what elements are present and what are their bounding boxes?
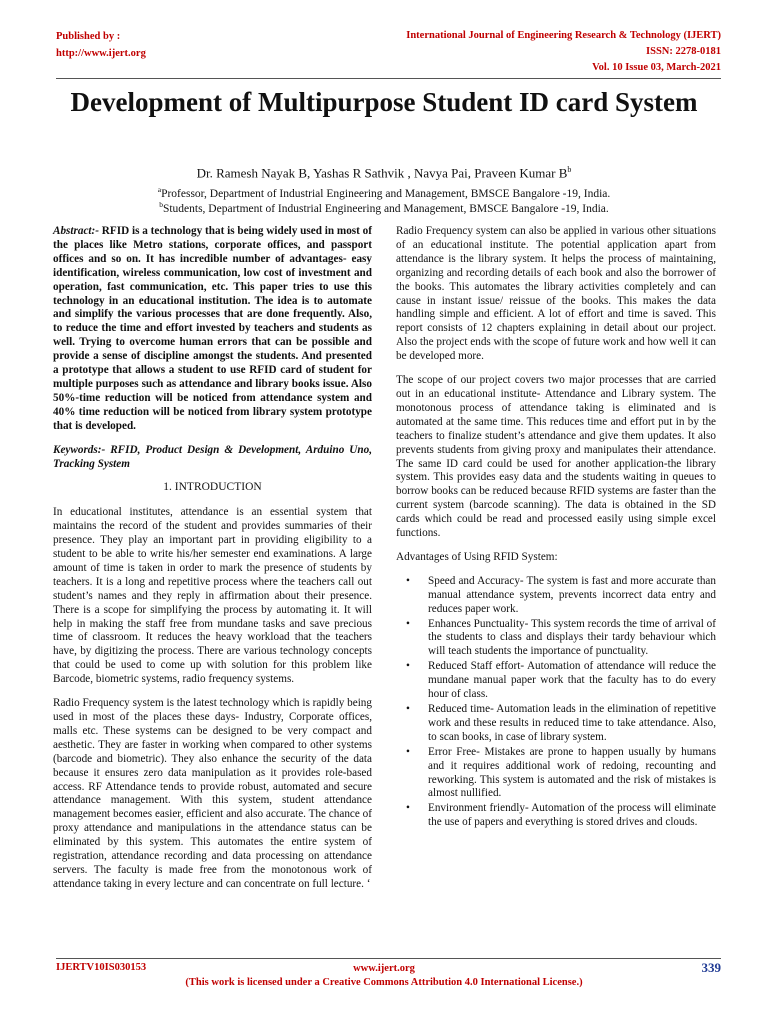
list-item-text: Environment friendly- Automation of the process will eliminate the use of papers and everything is stored drives and clouds. [428,802,716,829]
header-left [56,28,146,62]
author-superscript: b [567,165,572,174]
bullet-icon: • [406,617,410,630]
right-paragraph-2: The scope of our project covers two major processes that are carried out in an educational institute- Attendance and Library system. The monotonous process of attendance taking is eliminated and is automated at the same time. This reduces time and effort put in by the teachers to finalize student’s attendance and give them updates. It also prevents students from giving proxy and manipulates their attendance. The same ID card could be used for another application-the library system. This provides easy data and the students waiting in queues to borrow books can be reduced because RFID systems are faster than the current system (barcode scanning). The data is obtained in the SD cards which could be read and processed easily using simple excel functions. [396,374,716,540]
bullet-icon: • [406,802,410,815]
author-names: Dr. Ramesh Nayak B, Yashas R Sathvik , Navya Pai, Praveen Kumar B [196,165,568,181]
advantages-list [396,575,716,830]
page-number: 339 [701,960,721,975]
affiliation-b-marker: b [159,200,163,209]
abstract [53,225,372,434]
footer-center [0,962,768,990]
volume-issue: Vol. 10 Issue 03, March-2021 [592,62,721,73]
left-column [53,225,372,902]
issn: ISSN: 2278-0181 [646,46,721,57]
list-item [396,618,716,660]
affiliation-a-marker: a [157,185,162,194]
bullet-icon: • [406,745,410,758]
list-item [396,575,716,617]
abstract-text: RFID is a technology that is being widely used in most of the places like Metro stations, corporate offices, and passport offices and so on. It has incredible number of advantages- easy identification, wireless communication, low cost of investment and operation, fast communication, etc. This paper tries to use this technology in an educational institution. The idea is to automate and simplify the various processes that are done frequently. Also, to reduce the time and effort invested by teachers and students as well. Trying to overcome human errors that can be possible and provide a sense of discipline amongst the students. And presented a prototype that allows a student to use RFID card of student for multiple purposes such as attendance and library books issue. Also 50%-time reduction will be noticed from attendance system and 40% time reduction will be noticed from library system prototype that is developed. [53,225,372,432]
keywords: Keywords:- RFID, Product Design & Development, Arduino Uno, Tracking System [53,443,372,470]
paper-title: Development of Multipurpose Student ID card System [70,87,698,117]
paper-id: IJERTV10IS030153 [56,962,147,973]
abstract-label: Abstract:- [53,225,99,237]
header-divider [56,78,721,79]
journal-name: International Journal of Engineering Research & Technology (IJERT) [406,30,721,41]
list-item [396,802,716,830]
footer-url[interactable]: www.ijert.org [353,963,415,974]
list-item-text: Reduced time- Automation leads in the elimination of repetitive work and these results in reduced time to take attendance. Also, to scan books, in case of library system. [428,703,716,743]
bullet-icon: • [406,703,410,715]
bullet-icon: • [406,574,410,587]
list-item-text: Enhances Punctuality- This system records the time of arrival of the students to class and displays their tardy behaviour which will teach students the importance of punctuality. [428,617,716,658]
header-right [406,28,721,76]
list-item-text: Reduced Staff effort- Automation of attendance will reduce the mundane manual paper work that the faculty has to do every hour of class. [428,660,716,701]
section-heading-introduction: 1. INTRODUCTION [163,481,262,494]
list-item-text: Speed and Accuracy- The system is fast and more accurate than manual attendance system, prevents incorrect data entry and reduces paper work. [428,574,716,615]
list-item [396,660,716,702]
affiliation-b [40,200,728,215]
license-text: (This work is licensed under a Creative Commons Attribution 4.0 International License.) [185,977,583,988]
published-by: Published by : [56,31,121,42]
list-item-text: Error Free- Mistakes are prone to happen usually by humans and it requires additional work of redoing, recounting and reworking. This system is automated and the risk of mistakes is almost nullified. [428,745,716,800]
footer-divider [56,958,721,959]
bullet-icon: • [406,660,410,673]
advantages-heading: Advantages of Using RFID System: [396,550,558,563]
affiliation-a-text: Professor, Department of Industrial Engineering and Management, BMSCE Bangalore -19, India. [161,187,611,200]
right-paragraph-1: Radio Frequency system can also be applied in various other situations of an educational institute. The potential application apart from attendance is the library system. It helps the process of maintaining, organizing and recording details of each book and also the borrower of the books. This automates the library activities completely and can cause in instant issue/ reissue of the books. This makes the data handling simple and efficient. A lot of effort and time is saved. This report consists of 12 chapters explaining in detail about our project. Also the project ends with the scope of future work and how well it can be developed more. [396,225,717,363]
affiliation-b-text: Students, Department of Industrial Engineering and Management, BMSCE Bangalore -19, India. [162,202,609,215]
author-list [40,165,728,181]
intro-paragraph-2: Radio Frequency system is the latest technology which is rapidly being used in most of the places these days- Industry, Corporate offices, malls etc. These systems can be designed to be very compact and aesthetic. They are faster in working when compared to other systems (barcode and biometric). They also enhance the security of the data because it ensures zero data manipulation as it provides role-based access. RF Attendance tends to provide robust, automated and secure attendance management. With this system, student attendance management becomes easier, efficient and also accurate. The chance of proxy attendance and manipulations in the attendance status can be eliminated by this system. This automates the entire system of registration, attendance recording and data processing on attendance servers. The faculty is made free from the monotonous work of attendance taking in every lecture and can concentrate on full lecture. ‘ [53,697,372,890]
list-item [396,746,716,802]
affiliation-a [40,185,728,200]
intro-paragraph-1: In educational institutes, attendance is an essential system that maintains the record of the student and provides summaries of their presence. They play an important part in providing eligibility to a student to be able to write his/her semester end examinations. A large amount of time is taken in order to mark the presence of students by teachers. It is a long and repetitive process where the teachers call out student’s names and they reply in affirmation about their presence. There is a scope for simplifying the process by automating it. It will help in making the staff free from mundane tasks and save precious time of classroom. It reduces the heavy workload that the teachers have, by digitizing the process. There are various technology concepts that could be used to come up with solution for this problem like Barcode, biometric systems, radio frequency systems. [53,506,372,686]
list-item [396,703,716,745]
right-column [396,225,716,831]
journal-url[interactable]: http://www.ijert.org [56,48,146,59]
